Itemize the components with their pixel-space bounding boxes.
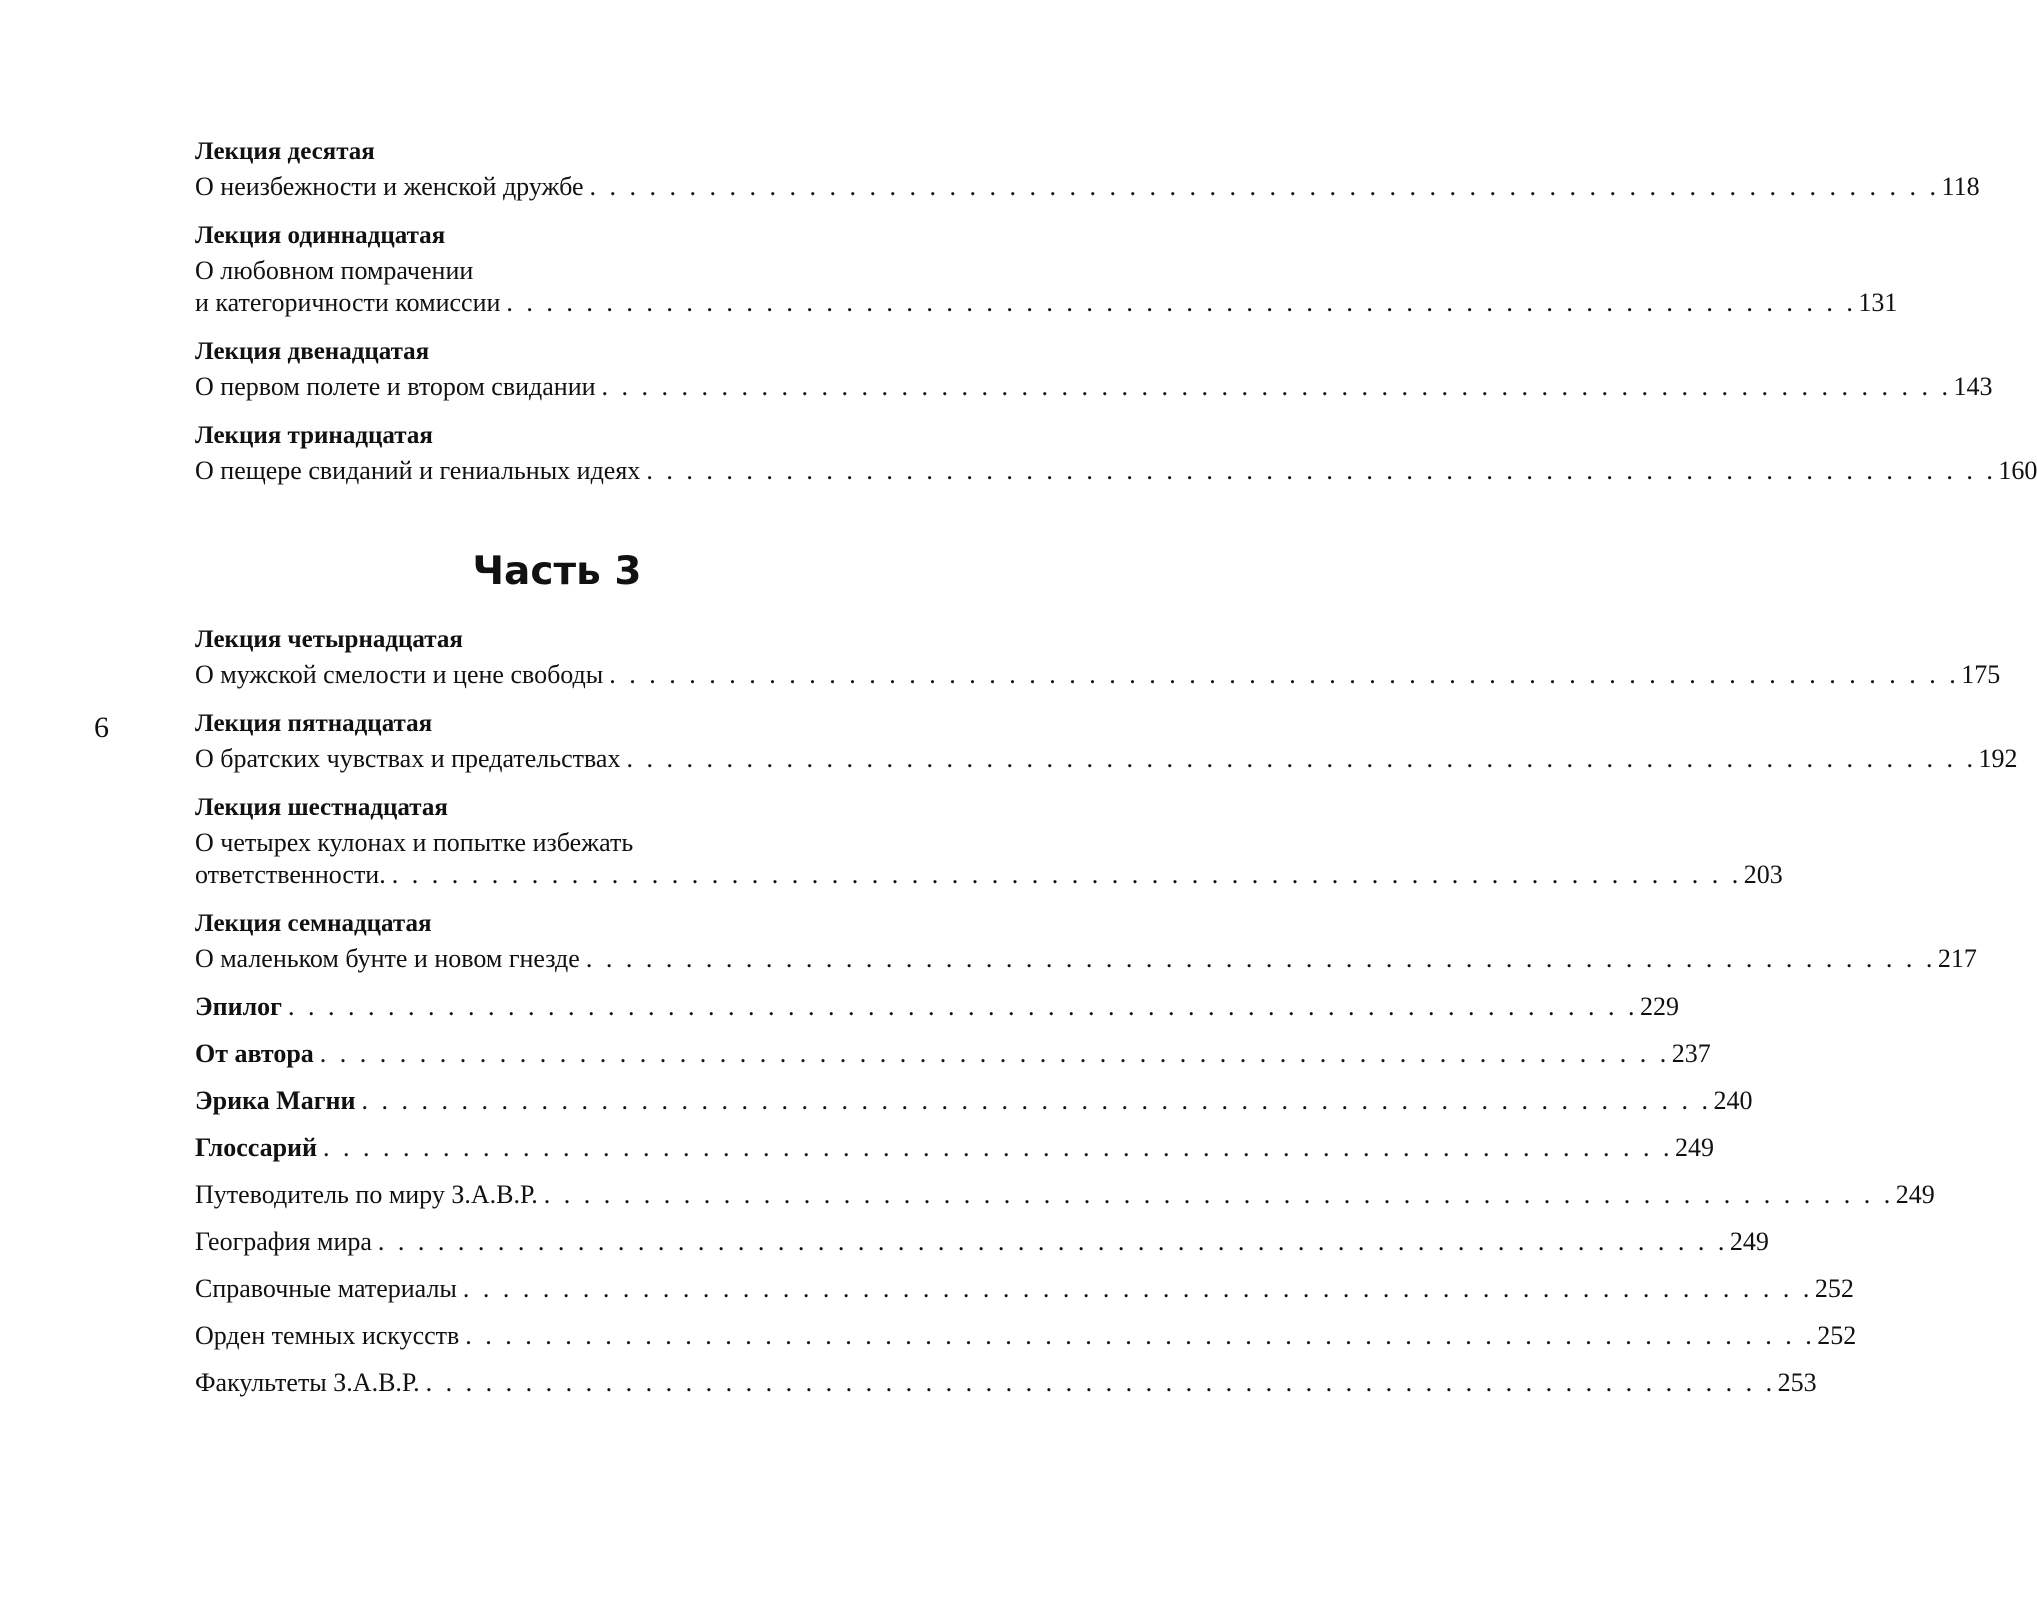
toc-line	[195, 171, 1980, 203]
toc-page-number: 217	[1937, 944, 1977, 973]
toc-entry	[195, 623, 2001, 691]
part-title: Часть 3	[472, 549, 642, 594]
toc-entry-title: О первом полете и втором свидании	[195, 372, 596, 401]
toc-section-part2-tail	[195, 135, 2037, 487]
page-number: 6	[94, 711, 109, 744]
leader-dots: . . . . . . . . . . . . . . . . . . . . . . . . . . . . . . . . . . . . . . . . . . . . . . . . . . . . . . . . . . . . . . . . . . . .	[626, 744, 1977, 773]
toc-section-part3	[195, 623, 2018, 975]
toc-page-number: 253	[1777, 1368, 1817, 1397]
toc-entry-title: От автора	[195, 1039, 314, 1068]
lecture-heading: Лекция семнадцатая	[195, 910, 432, 937]
toc-line	[195, 1085, 1753, 1132]
lecture-heading: Лекция четырнадцатая	[195, 626, 463, 653]
toc-line	[195, 1273, 1854, 1320]
toc-entry-title: Орден темных искусств	[195, 1321, 460, 1350]
toc-page-number: 131	[1858, 288, 1898, 317]
toc-line	[195, 943, 1977, 975]
toc-entry-title: Путеводитель по миру З.А.В.Р.	[195, 1180, 538, 1209]
toc-page-number: 192	[1978, 744, 2018, 773]
lecture-heading: Лекция двенадцатая	[195, 338, 430, 365]
leader-dots: . . . . . . . . . . . . . . . . . . . . . . . . . . . . . . . . . . . . . . . . . . . . . . . . . . . . . . . . . . . . . . . . . . . .	[646, 456, 1997, 485]
leader-dots: . . . . . . . . . . . . . . . . . . . . . . . . . . . . . . . . . . . . . . . . . . . . . . . . . . . . . . . . . . . . . . . . . . . .	[425, 1368, 1776, 1397]
toc-line	[195, 1132, 1715, 1179]
leader-dots: . . . . . . . . . . . . . . . . . . . . . . . . . . . . . . . . . . . . . . . . . . . . . . . . . . . . . . . . . . . . . . . . . . . .	[609, 660, 1960, 689]
lecture-subtitle-line: О любовном помрачении	[195, 256, 474, 285]
leader-dots: . . . . . . . . . . . . . . . . . . . . . . . . . . . . . . . . . . . . . . . . . . . . . . . . . . . . . . . . . . . . . . . . . . . .	[589, 172, 1940, 201]
toc-page-number: 249	[1729, 1227, 1769, 1256]
toc-page-number: 143	[1953, 372, 1993, 401]
toc-entry-title: Глоссарий	[195, 1133, 318, 1162]
toc-line	[195, 1179, 1935, 1226]
toc-entry	[195, 707, 2018, 775]
toc-entry-title: Эпилог	[195, 992, 282, 1021]
toc-line	[195, 287, 1898, 319]
lecture-subtitle-line: О четырех кулонах и попытке избежать	[195, 828, 634, 857]
toc-page-number: 203	[1743, 860, 1783, 889]
toc-line	[195, 659, 2001, 691]
leader-dots: . . . . . . . . . . . . . . . . . . . . . . . . . . . . . . . . . . . . . . . . . . . . . . . . . . . . . . . . . . . . . . . . . . . .	[323, 1133, 1674, 1162]
leader-dots: . . . . . . . . . . . . . . . . . . . . . . . . . . . . . . . . . . . . . . . . . . . . . . . . . . . . . . . . . . . . . . . . . . . .	[465, 1321, 1816, 1350]
toc-page-number: 237	[1671, 1039, 1711, 1068]
leader-dots: . . . . . . . . . . . . . . . . . . . . . . . . . . . . . . . . . . . . . . . . . . . . . . . . . . . . . . . . . . . . . . . . . . . .	[361, 1086, 1712, 1115]
leader-dots: . . . . . . . . . . . . . . . . . . . . . . . . . . . . . . . . . . . . . . . . . . . . . . . . . . . . . . . . . . . . . . . . . . . .	[462, 1274, 1813, 1303]
toc-entry	[195, 219, 1898, 319]
leader-dots: . . . . . . . . . . . . . . . . . . . . . . . . . . . . . . . . . . . . . . . . . . . . . . . . . . . . . . . . . . . . . . . . . . . .	[391, 860, 1742, 889]
lecture-heading: Лекция пятнадцатая	[195, 710, 433, 737]
toc-page-number: 175	[1961, 660, 2001, 689]
toc-entry	[195, 907, 1977, 975]
toc-page-number: 240	[1713, 1086, 1753, 1115]
toc-page-number: 118	[1941, 172, 1980, 201]
toc-section-appendix	[195, 991, 1935, 1414]
lecture-heading: Лекция тринадцатая	[195, 422, 433, 449]
leader-dots: . . . . . . . . . . . . . . . . . . . . . . . . . . . . . . . . . . . . . . . . . . . . . . . . . . . . . . . . . . . . . . . . . . . .	[543, 1180, 1894, 1209]
leader-dots: . . . . . . . . . . . . . . . . . . . . . . . . . . . . . . . . . . . . . . . . . . . . . . . . . . . . . . . . . . . . . . . . . . . .	[506, 288, 1857, 317]
toc-entry-title: Эрика Магни	[195, 1086, 356, 1115]
toc-line	[195, 455, 2037, 487]
toc-page-number: 252	[1817, 1321, 1857, 1350]
toc-page-number: 249	[1675, 1133, 1715, 1162]
toc-entry-title: О пещере свиданий и гениальных идеях	[195, 456, 641, 485]
toc-entry	[195, 335, 1993, 403]
toc-entry-title: Справочные материалы	[195, 1274, 457, 1303]
toc-page-number: 252	[1814, 1274, 1854, 1303]
lecture-heading: Лекция шестнадцатая	[195, 794, 448, 821]
leader-dots: . . . . . . . . . . . . . . . . . . . . . . . . . . . . . . . . . . . . . . . . . . . . . . . . . . . . . . . . . . . . . . . . . . . .	[319, 1039, 1670, 1068]
toc-entry-title: География мира	[195, 1227, 372, 1256]
leader-dots: . . . . . . . . . . . . . . . . . . . . . . . . . . . . . . . . . . . . . . . . . . . . . . . . . . . . . . . . . . . . . . . . . . . .	[288, 992, 1638, 1021]
toc-line	[195, 1038, 1711, 1085]
toc-entry-title: О братских чувствах и предательствах	[195, 744, 621, 773]
toc-page-number: 249	[1895, 1180, 1935, 1209]
table-of-contents	[195, 135, 2037, 1414]
toc-line	[195, 1226, 1769, 1273]
toc-entry-title: О неизбежности и женской дружбе	[195, 172, 584, 201]
toc-line	[195, 1320, 1857, 1367]
lecture-heading: Лекция одиннадцатая	[195, 222, 446, 249]
leader-dots: . . . . . . . . . . . . . . . . . . . . . . . . . . . . . . . . . . . . . . . . . . . . . . . . . . . . . . . . . . . . . . . . . . . .	[585, 944, 1936, 973]
toc-page-number: 229	[1640, 992, 1679, 1021]
lecture-heading: Лекция десятая	[195, 138, 375, 165]
toc-entry-title: Факультеты З.А.В.Р.	[195, 1368, 420, 1397]
toc-line	[195, 991, 1679, 1038]
toc-entry-title: ответственности.	[195, 860, 386, 889]
toc-line	[195, 371, 1993, 403]
leader-dots: . . . . . . . . . . . . . . . . . . . . . . . . . . . . . . . . . . . . . . . . . . . . . . . . . . . . . . . . . . . . . . . . . . . .	[377, 1227, 1728, 1256]
toc-entry	[195, 791, 1783, 891]
toc-line	[195, 743, 2018, 775]
toc-line	[195, 859, 1783, 891]
toc-entry	[195, 135, 1980, 203]
toc-entry-title: О мужской смелости и цене свободы	[195, 660, 604, 689]
toc-entry	[195, 419, 2037, 487]
leader-dots: . . . . . . . . . . . . . . . . . . . . . . . . . . . . . . . . . . . . . . . . . . . . . . . . . . . . . . . . . . . . . . . . . . . .	[601, 372, 1952, 401]
toc-entry-title: О маленьком бунте и новом гнезде	[195, 944, 580, 973]
toc-page-number: 160	[1998, 456, 2037, 485]
toc-line	[195, 1367, 1817, 1414]
toc-entry-title: и категоричности комиссии	[195, 288, 501, 317]
